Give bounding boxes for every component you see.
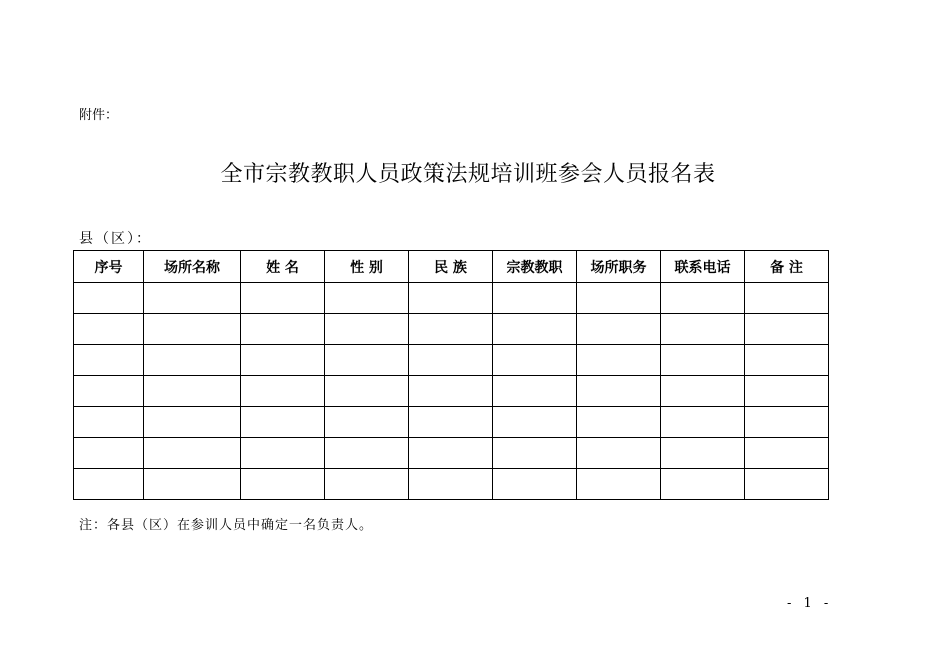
table-cell [661,438,745,469]
table-cell [493,283,577,314]
table-cell [745,407,829,438]
table-cell [661,376,745,407]
table-cell [577,314,661,345]
table-cell [661,314,745,345]
table-cell [577,407,661,438]
table-cell [144,314,241,345]
table-cell [74,407,144,438]
table-cell [74,376,144,407]
table-row [74,407,829,438]
header-religious-title: 宗教教职 [493,251,577,283]
table-row [74,283,829,314]
table-cell [325,283,409,314]
table-row [74,469,829,500]
table-body [74,283,829,500]
table-cell [745,345,829,376]
table-cell [745,314,829,345]
page-number: - 1 - [787,596,833,611]
table-cell [409,407,493,438]
header-name: 姓 名 [241,251,325,283]
table-cell [241,438,325,469]
table-cell [74,438,144,469]
table-row [74,345,829,376]
table-cell [409,345,493,376]
table-cell [144,438,241,469]
table-cell [144,345,241,376]
table-cell [661,283,745,314]
table-cell [577,469,661,500]
table-cell [493,345,577,376]
header-remarks: 备 注 [745,251,829,283]
table-cell [144,376,241,407]
table-cell [241,283,325,314]
table-cell [241,345,325,376]
table-cell [493,469,577,500]
table-cell [661,469,745,500]
table-cell [241,407,325,438]
table-cell [144,407,241,438]
table-cell [661,345,745,376]
table-cell [325,314,409,345]
table-cell [493,407,577,438]
table-cell [325,376,409,407]
table-cell [409,283,493,314]
table-cell [325,407,409,438]
table-row [74,438,829,469]
table-cell [74,345,144,376]
table-cell [241,376,325,407]
header-index: 序号 [74,251,144,283]
table-cell [241,469,325,500]
table-cell [241,314,325,345]
county-label: 县（区）： [79,231,152,247]
registration-table [73,250,829,500]
table-cell [325,438,409,469]
table-cell [577,376,661,407]
table-cell [745,469,829,500]
document-title: 全市宗教教职人员政策法规培训班参会人员报名表 [220,162,716,187]
header-ethnicity: 民 族 [409,251,493,283]
table-cell [745,283,829,314]
table-header-row [74,251,829,283]
table-cell [577,283,661,314]
table-row [74,314,829,345]
table-cell [325,345,409,376]
header-phone: 联系电话 [661,251,745,283]
table-cell [74,314,144,345]
table-cell [409,314,493,345]
table-cell [74,283,144,314]
table-cell [745,376,829,407]
header-venue-name: 场所名称 [144,251,241,283]
table-cell [74,469,144,500]
table-row [74,376,829,407]
table-cell [661,407,745,438]
table-cell [325,469,409,500]
table-cell [144,469,241,500]
table-cell [745,438,829,469]
table-cell [409,376,493,407]
footnote: 注：各县（区）在参训人员中确定一名负责人。 [79,518,374,533]
table-cell [493,314,577,345]
table-cell [409,469,493,500]
table-cell [409,438,493,469]
table-cell [493,376,577,407]
header-venue-position: 场所职务 [577,251,661,283]
table-cell [493,438,577,469]
table-cell [144,283,241,314]
attachment-label: 附件： [79,108,119,123]
table-cell [577,438,661,469]
header-gender: 性 别 [325,251,409,283]
table-cell [577,345,661,376]
